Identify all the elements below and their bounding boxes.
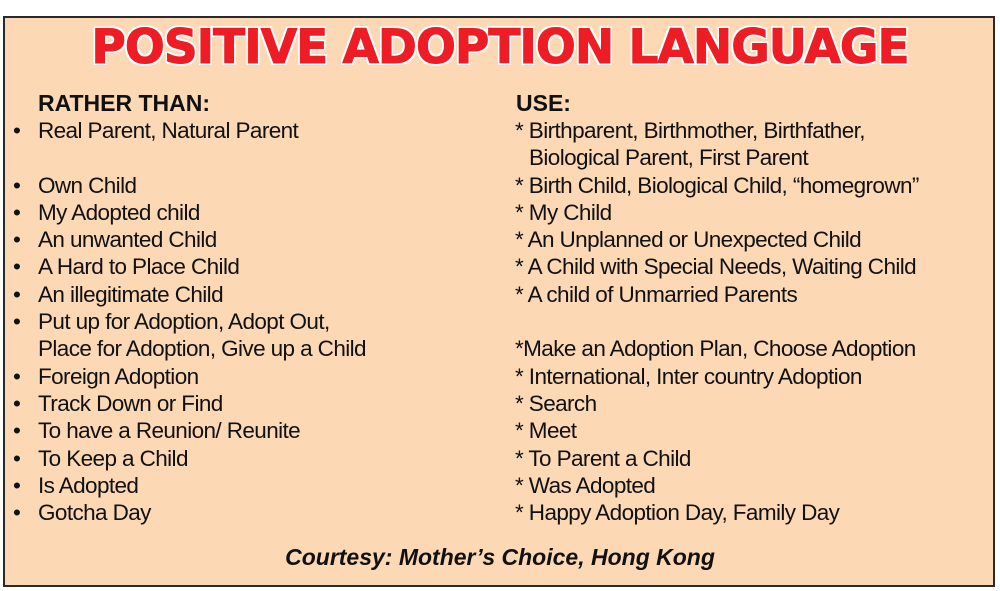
page-title: POSITIVE ADOPTION LANGUAGE bbox=[91, 20, 909, 75]
bullet-icon: • bbox=[13, 227, 21, 253]
list-item: • An unwanted Child bbox=[13, 227, 217, 253]
courtesy-credit: Courtesy: Mother’s Choice, Hong Kong bbox=[285, 544, 715, 570]
list-item: Place for Adoption, Give up a Child bbox=[38, 336, 366, 362]
list-item: * A Child with Special Needs, Waiting Child bbox=[515, 254, 917, 280]
list-item: * My Child bbox=[515, 199, 612, 225]
list-item: * International, Inter country Adoption bbox=[515, 363, 862, 389]
rather-than-list bbox=[13, 117, 366, 526]
list-item: • To Keep a Child bbox=[13, 445, 188, 471]
bullet-icon: • bbox=[13, 500, 21, 526]
list-item: • Put up for Adoption, Adopt Out, bbox=[13, 309, 330, 335]
list-item: • Own Child bbox=[13, 172, 137, 198]
list-item: * Birthparent, Birthmother, Birthfather, bbox=[515, 118, 865, 143]
list-item: • Real Parent, Natural Parent bbox=[13, 118, 299, 143]
bullet-icon: • bbox=[13, 254, 21, 280]
list-item: • My Adopted child bbox=[13, 199, 200, 225]
list-item: *Make an Adoption Plan, Choose Adoption bbox=[515, 336, 916, 362]
bullet-icon: • bbox=[13, 418, 21, 444]
use-list bbox=[515, 117, 919, 526]
list-item: Biological Parent, First Parent bbox=[529, 145, 809, 171]
bullet-icon: • bbox=[13, 118, 21, 143]
list-item: * Search bbox=[515, 390, 597, 416]
list-item: • An illegitimate Child bbox=[13, 281, 223, 307]
list-item: • Is Adopted bbox=[13, 472, 139, 498]
rather-than-header: RATHER THAN: bbox=[38, 90, 211, 116]
bullet-icon: • bbox=[13, 199, 21, 225]
list-item: • Track Down or Find bbox=[13, 390, 223, 416]
bullet-icon: • bbox=[13, 172, 21, 198]
list-item bbox=[38, 144, 366, 171]
list-item: * To Parent a Child bbox=[515, 445, 691, 471]
list-item: * Meet bbox=[515, 418, 577, 444]
list-item: * Was Adopted bbox=[515, 472, 656, 498]
bullet-icon: • bbox=[13, 472, 21, 498]
bullet-icon: • bbox=[13, 309, 21, 335]
list-item: * A child of Unmarried Parents bbox=[515, 281, 798, 307]
list-item: * An Unplanned or Unexpected Child bbox=[515, 227, 862, 253]
list-item: • A Hard to Place Child bbox=[13, 254, 240, 280]
list-item: • Foreign Adoption bbox=[13, 363, 199, 389]
list-item: * Happy Adoption Day, Family Day bbox=[515, 500, 840, 526]
list-item bbox=[515, 308, 919, 335]
list-item: • Gotcha Day bbox=[13, 500, 151, 526]
use-header: USE: bbox=[516, 90, 571, 116]
bullet-icon: • bbox=[13, 363, 21, 389]
bullet-icon: • bbox=[13, 390, 21, 416]
list-item: • To have a Reunion/ Reunite bbox=[13, 418, 301, 444]
bullet-icon: • bbox=[13, 445, 21, 471]
list-item: * Birth Child, Biological Child, “homegrown” bbox=[515, 172, 919, 198]
bullet-icon: • bbox=[13, 281, 21, 307]
